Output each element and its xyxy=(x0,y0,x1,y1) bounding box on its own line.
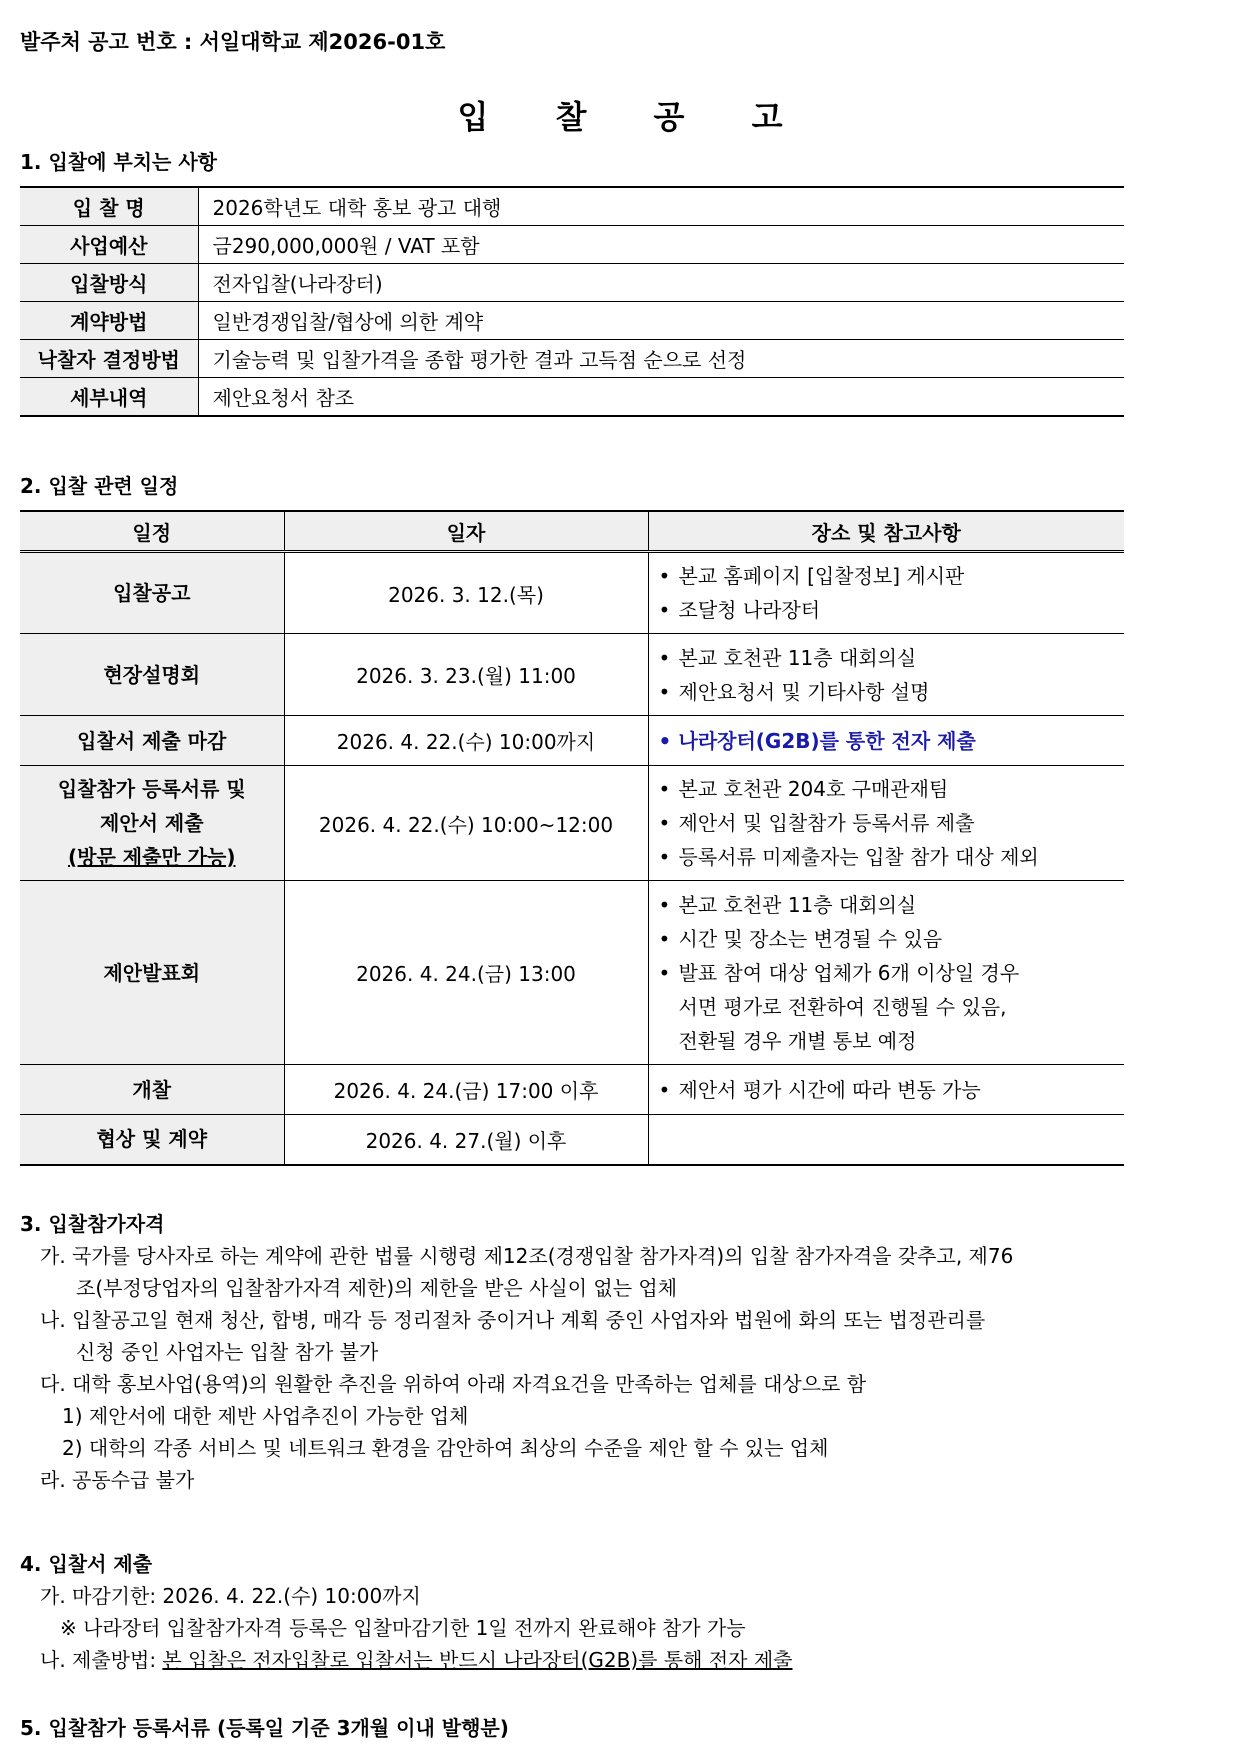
schedule-date: 2026. 4. 24.(금) 13:00 xyxy=(284,881,648,1065)
schedule-date: 2026. 4. 22.(수) 10:00~12:00 xyxy=(284,766,648,881)
notice-number: 발주처 공고 번호 : 서일대학교 제2026-01호 xyxy=(20,30,446,54)
note-text: ※ 나라장터 입찰참가자격 등록은 입찰마감기한 1일 전까지 완료해야 참가 가능 xyxy=(60,1616,746,1640)
table-row xyxy=(20,716,1124,766)
list-item: 조(부정당업자의 입찰참가자격 제한)의 제한을 받은 사실이 없는 업체 xyxy=(76,1276,678,1300)
deadline-text: 가. 마감기한: 2026. 4. 22.(수) 10:00까지 xyxy=(40,1584,421,1608)
table-row xyxy=(20,378,1124,417)
schedule-date: 2026. 3. 12.(목) xyxy=(284,552,648,634)
list-item: • 시간 및 장소는 변경될 수 있음 xyxy=(658,926,943,951)
row-label: 입 찰 명 xyxy=(20,187,198,226)
table-row xyxy=(20,1115,1124,1165)
table-row xyxy=(20,302,1124,340)
schedule-label: 개찰 xyxy=(20,1065,284,1115)
list-item: • 등록서류 미제출자는 입찰 참가 대상 제외 xyxy=(658,845,1039,869)
list-item: 라. 공동수급 불가 xyxy=(40,1468,195,1492)
submission-info xyxy=(40,1580,1200,1676)
table-row xyxy=(20,226,1124,264)
table-row xyxy=(20,881,1124,1065)
list-item: • 본교 호천관 204호 구매관재팀 xyxy=(658,777,949,801)
schedule-label: 입찰참가 등록서류 및 제안서 제출 (방문 제출만 가능) xyxy=(20,766,284,881)
column-header: 장소 및 참고사항 xyxy=(648,511,1124,552)
schedule-date: 2026. 4. 22.(수) 10:00까지 xyxy=(284,716,648,766)
list-item: • 제안요청서 및 기타사항 설명 xyxy=(658,679,930,704)
schedule-notes xyxy=(648,716,1124,766)
table-row xyxy=(20,187,1124,226)
row-label: 세부내역 xyxy=(20,378,198,417)
schedule-table xyxy=(20,510,1124,1166)
schedule-notes xyxy=(648,1115,1124,1165)
schedule-label: 제안발표회 xyxy=(20,881,284,1065)
column-header: 일자 xyxy=(284,511,648,552)
row-value: 2026학년도 대학 홍보 광고 대행 xyxy=(198,187,1124,226)
schedule-notes xyxy=(648,881,1124,1065)
column-header: 일정 xyxy=(20,511,284,552)
list-item: 2) 대학의 각종 서비스 및 네트워크 환경을 감안하여 최상의 수준을 제안 할 수 있는 업체 xyxy=(62,1436,829,1460)
list-item: 다. 대학 홍보사업(용역)의 원활한 추진을 위하여 아래 자격요건을 만족하는 업체를 대상으로 함 xyxy=(40,1372,867,1396)
list-item: 1) 제안서에 대한 제반 사업추진이 가능한 업체 xyxy=(62,1404,469,1428)
schedule-date: 2026. 4. 24.(금) 17:00 이후 xyxy=(284,1065,648,1115)
table-row xyxy=(20,634,1124,716)
list-item: • 나라장터(G2B)를 통한 전자 제출 xyxy=(658,728,976,753)
row-label: 낙찰자 결정방법 xyxy=(20,340,198,378)
section4-heading: 4. 입찰서 제출 xyxy=(20,1552,153,1576)
schedule-label: 협상 및 계약 xyxy=(20,1115,284,1165)
row-value: 금290,000,000원 / VAT 포함 xyxy=(198,226,1124,264)
schedule-notes xyxy=(648,766,1124,881)
section5-heading: 5. 입찰참가 등록서류 (등록일 기준 3개월 이내 발행분) xyxy=(20,1716,509,1740)
row-label: 사업예산 xyxy=(20,226,198,264)
bid-info-table xyxy=(20,186,1124,417)
list-item: 신청 중인 사업자는 입찰 참가 불가 xyxy=(76,1340,379,1364)
schedule-date: 2026. 4. 27.(월) 이후 xyxy=(284,1115,648,1165)
table-row xyxy=(20,264,1124,302)
list-item: • 발표 참여 대상 업체가 6개 이상일 경우 서면 평가로 전환하여 진행될 수 있음, 전환될 경우 개별 통보 예정 xyxy=(658,960,1020,1053)
row-value: 일반경쟁입찰/협상에 의한 계약 xyxy=(198,302,1124,340)
schedule-label: 현장설명회 xyxy=(20,634,284,716)
method-text: 나. 제출방법: 본 입찰은 전자입찰로 입찰서는 반드시 나라장터(G2B)를 통해 전자 제출 xyxy=(40,1648,793,1672)
list-item: 나. 입찰공고일 현재 청산, 합병, 매각 등 정리절차 중이거나 계획 중인 사업자와 법원에 화의 또는 법정관리를 xyxy=(40,1308,986,1332)
row-label: 계약방법 xyxy=(20,302,198,340)
list-item: • 본교 호천관 11층 대회의실 xyxy=(658,892,917,917)
schedule-notes xyxy=(648,1065,1124,1115)
table-row xyxy=(20,1065,1124,1115)
schedule-label: 입찰공고 xyxy=(20,552,284,634)
list-item: 가. 국가를 당사자로 하는 계약에 관한 법률 시행령 제12조(경쟁입찰 참가자격)의 입찰 참가자격을 갖추고, 제76 xyxy=(40,1244,1014,1268)
document-title: 입 찰 공 고 xyxy=(457,98,811,136)
table-row xyxy=(20,340,1124,378)
schedule-notes xyxy=(648,552,1124,634)
list-item: • 제안서 평가 시간에 따라 변동 가능 xyxy=(658,1077,981,1102)
section3-heading: 3. 입찰참가자격 xyxy=(20,1212,165,1236)
row-label: 입찰방식 xyxy=(20,264,198,302)
schedule-notes xyxy=(648,634,1124,716)
section1-heading: 1. 입찰에 부치는 사항 xyxy=(20,150,217,174)
table-header-row xyxy=(20,511,1124,552)
section2-heading: 2. 입찰 관련 일정 xyxy=(20,474,179,498)
table-row xyxy=(20,552,1124,634)
qualification-list xyxy=(40,1240,1200,1496)
list-item: • 제안서 및 입찰참가 등록서류 제출 xyxy=(658,811,975,835)
list-item: • 본교 호천관 11층 대회의실 xyxy=(658,645,917,670)
row-value: 전자입찰(나라장터) xyxy=(198,264,1124,302)
schedule-label: 입찰서 제출 마감 xyxy=(20,716,284,766)
row-value: 제안요청서 참조 xyxy=(212,386,355,410)
schedule-date: 2026. 3. 23.(월) 11:00 xyxy=(284,634,648,716)
list-item: • 본교 홈페이지 [입찰정보] 게시판 xyxy=(658,564,965,588)
row-value: 기술능력 및 입찰가격을 종합 평가한 결과 고득점 순으로 선정 xyxy=(198,340,1124,378)
table-row xyxy=(20,766,1124,881)
list-item: • 조달청 나라장터 xyxy=(658,598,821,622)
